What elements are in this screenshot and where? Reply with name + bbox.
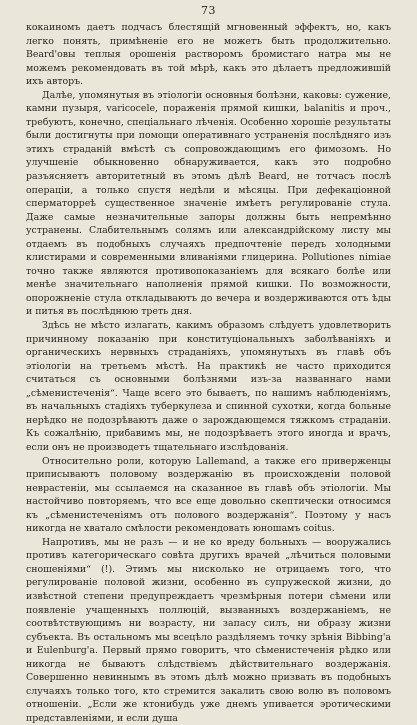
- paragraph-5: Напротивъ, мы не разъ — и не ко вреду больныхъ — вооружались противъ категорическаго совѣта другихъ врачей „лѣчиться половыми сношеніями“ (!). Этимъ мы нисколько не отрицаемъ того, что регулированіе половой жизни, особенно въ супружеской жизни, до извѣстной степени предупреждаетъ чрезмѣрныя потери сѣмени или появленіе учащенныхъ поллюцій, вызванныхъ воздержаніемъ, не соотвѣтствующимъ ни возрасту, ни запасу силъ, ни образу жизни субъекта. Въ остальномъ мы всецѣло раздѣляемъ точку зрѣнія Bibbing'а и Eulenburg'а. Первый прямо говоритъ, что сѣменистеченія рѣдко или никогда не бываютъ слѣдствіемъ дѣйствительнаго воздержанія. Совершенно невиннымъ въ этомъ дѣлѣ можно призвать въ подобныхъ случаяхъ только того, кто стремится закалить свою волю въ половомъ отношеніи. „Если же ктонибудь уже днемъ упивается эротическими представленіями, и если душа: [26, 536, 391, 724]
- paragraph-1: кокаиномъ даетъ подчасъ блестящій мгновенный эффектъ, но, какъ легко понять, примѣненіе его не можетъ быть продолжительно. Beard'овы теплыя орошенія растворомъ бромистаго натра мы не можемъ рекомендовать въ той мѣрѣ, какъ это дѣлаетъ предложившій ихъ авторъ.: [26, 22, 391, 88]
- body-text: [26, 21, 391, 725]
- paragraph-2: Далѣе, упомянутыя въ этіологіи основныя болѣзни, каковы: сужение, камни пузыря, varicocele, пораженія прямой кишки, balanitis и проч., требуютъ, конечно, спеціальнаго лѣченія. Особенно хорошіе результаты были достигнуты при помощи оперативнаго устраненія послѣдняго изъ этихъ страданій вмѣстѣ съ сопровождающимъ его фимозомъ. Но улучшеніе обыкновенно обнаруживается, какъ это подробно разъясняетъ авторитетный въ этомъ дѣлѣ Beard, не тотчасъ послѣ операціи, а только спустя недѣли и мѣсяцы. При дефекаціонной сперматоррeѣ существенное значеніе имѣетъ регулированіе стула. Даже самые незначительные запоры должны быть непремѣнно устранены. Слабительнымъ солямъ или александрійскому листу мы отдаемъ въ подобныхъ случаяхъ предпочтеніе передъ холодными клистирами и современными вливаніями глицерина. Pollutiones nimiae точно также являются противопоказаніемъ для всякаго болѣе или менѣе значительнаго наполненія прямой кишки. По возможности, опорожненіе стула откладываютъ до вечера и воздерживаются отъ ѣды и питья въ послѣднюю треть дня.: [26, 89, 391, 318]
- page-number: 73: [201, 4, 216, 17]
- paragraph-3: Здѣсь не мѣсто излагать, какимъ образомъ слѣдуетъ удовлетворить причинному показанію при конституціональныхъ заболѣваніяхъ и органическихъ нервныхъ страданіяхъ, упомянутыхъ въ главѣ объ этіологіи на третьемъ мѣстѣ. На практикѣ не часто приходится считаться съ основными болѣзнями изъ-за названнаго нами „сѣменистеченія“. Чаще всего это бываетъ, по нашимъ наблюденіямъ, въ начальныхъ стадіяхъ туберкулеза и спинной сухотки, когда больные нерѣдко не подозрѣваютъ даже о зарождающемся тяжкомъ страданіи. Къ сожалѣнію, прибавимъ мы, не подозрѣваетъ этого иногда и врачъ, если онъ не производетъ тщательнаго изслѣдованія.: [26, 320, 391, 453]
- paragraph-4: Относительно роли, которую Lallemand, а также его приверженцы приписываютъ половому воздержанію въ происхожденіи половой неврастеніи, мы ссылаемся на сказанное въ главѣ объ этіологіи. Мы настойчиво повторяемъ, что все еще довольно скептически относимся къ „сѣменистеченіямъ отъ полового воздержанія“. Поэтому у насъ никогда не хватало смѣлости рекомендовать юношамъ coitus.: [26, 455, 391, 535]
